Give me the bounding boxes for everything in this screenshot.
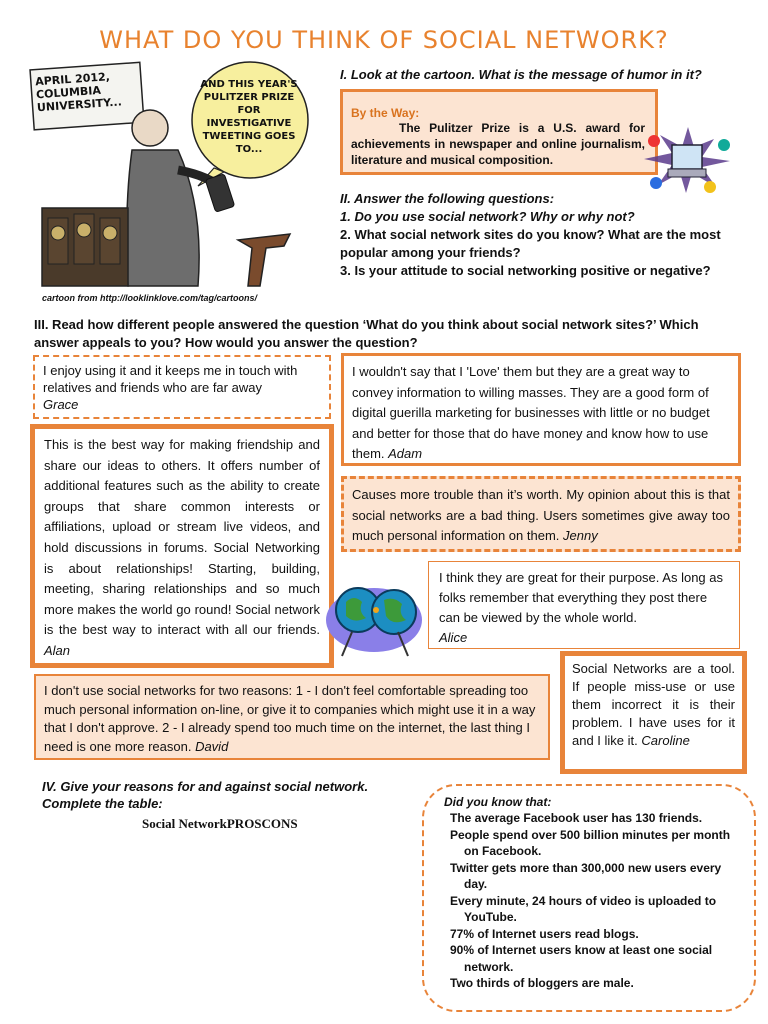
computer-clipart-icon bbox=[640, 125, 736, 195]
answer-adam-name: Adam bbox=[388, 446, 423, 461]
table-header-social-network: Social Network bbox=[142, 816, 227, 831]
section-4-subtitle: Complete the table: bbox=[42, 796, 163, 811]
answer-grace-text: I enjoy using it and it keeps me in touch with relatives and friends who are far away bbox=[43, 363, 298, 395]
answer-david-text: I don't use social networks for two reasons: 1 - I don't feel comfortable spreading too much personal information on-line, or give it to companies which might use it in a way that I don't approve. 2 - I already spend too much time on the internet, the last thing I need is one more reason. bbox=[44, 683, 536, 754]
did-you-know-box bbox=[422, 784, 756, 1012]
cartoon-sign-text: APRIL 2012, COLUMBIA UNIVERSITY... bbox=[34, 70, 123, 115]
answer-grace-name: Grace bbox=[43, 397, 79, 412]
list-item: People spend over 500 billion minutes per month bbox=[450, 827, 731, 842]
answer-alan-text: This is the best way for making friendship and share our ideas to others. It offers number of additional features such as the ability to create groups that share common interests or affiliations, upload or stream live videos, and hold discussions in forums. Social Networking is about relationships! Starting, building, meeting, sharing relationships and so much more makes the world go round! Social network is the best way to interact with all our friends. bbox=[44, 437, 320, 638]
answer-alan-name: Alan bbox=[44, 642, 71, 658]
answer-caroline bbox=[560, 651, 747, 774]
list-item: Twitter gets more than 300,000 new users every bbox=[450, 860, 722, 875]
did-you-know-heading: Did you know that: bbox=[444, 795, 552, 809]
cartoon-credit: cartoon from http://looklinklove.com/tag/cartoons/ bbox=[42, 293, 258, 303]
answer-alice-name: Alice bbox=[439, 630, 468, 645]
list-item: 77% of Internet users read blogs. bbox=[450, 926, 639, 941]
section-4-heading bbox=[42, 778, 422, 812]
question-3: 3. Is your attitude to social networking positive or negative? bbox=[340, 263, 711, 278]
question-2: 2. What social network sites do you know? What are the most popular among your friends? bbox=[340, 227, 721, 260]
answer-jenny-text: Causes more trouble than it’s worth. My opinion about this is that social networks are a bad thing. Users sometimes give away too much personal information on them. bbox=[352, 487, 730, 543]
section-2 bbox=[340, 190, 740, 280]
answer-caroline-name: Caroline bbox=[641, 733, 690, 748]
question-1: 1. Do you use social network? Why or why not? bbox=[340, 209, 635, 224]
list-item: Every minute, 24 hours of video is uploaded to bbox=[450, 893, 717, 908]
list-item: day. bbox=[464, 877, 488, 891]
section-2-heading: II. Answer the following questions: bbox=[340, 191, 555, 206]
by-the-way-box bbox=[340, 89, 658, 175]
did-you-know-list bbox=[444, 810, 740, 992]
answer-alice-text: I think they are great for their purpose. As long as folks remember that everything they post there can be viewed by the whole world. bbox=[439, 570, 723, 625]
table-header bbox=[142, 816, 298, 832]
list-item: on Facebook. bbox=[464, 844, 542, 858]
answer-adam-text: I wouldn't say that I 'Love' them but they are a great way to convey information to willing masses. They are a good form of digital guerilla marketing for businesses with little or no budget and better for those that do have money and know how to use them. bbox=[352, 364, 710, 461]
by-the-way-text: The Pulitzer Prize is a U.S. award for achievements in newspaper and online journalism, literature and musical composition. bbox=[351, 121, 645, 167]
answer-grace bbox=[33, 355, 331, 419]
list-item: The average Facebook user has 130 friends. bbox=[450, 811, 703, 825]
section-1-heading: I. Look at the cartoon. What is the message of humor in it? bbox=[340, 67, 702, 82]
by-the-way-label: By the Way: bbox=[351, 106, 420, 120]
answer-adam bbox=[341, 353, 741, 466]
section-4-title: IV. Give your reasons for and against social network. bbox=[42, 779, 369, 794]
globes-clipart-icon bbox=[322, 566, 426, 662]
answer-alice bbox=[428, 561, 740, 649]
list-item: YouTube. bbox=[464, 910, 517, 924]
list-item: 90% of Internet users know at least one social bbox=[450, 943, 713, 957]
page-title: WHAT DO YOU THINK OF SOCIAL NETWORK? bbox=[99, 26, 669, 54]
answer-david bbox=[34, 674, 550, 760]
list-item: Two thirds of bloggers are male. bbox=[450, 976, 634, 990]
answer-caroline-text: Social Networks are a tool. If people miss-use or use them incorrect it is their problem. I have uses for it and I like it. bbox=[572, 661, 735, 748]
section-3-heading: III. Read how different people answered the question ‘What do you think about social network sites?’ Which answer appeals to you? How would you answer the question? bbox=[34, 317, 699, 350]
answer-jenny-name: Jenny bbox=[563, 528, 598, 543]
cartoon-speech-text: AND THIS YEAR'S PULITZER PRIZE FOR INVESTIGATIVE TWEETING GOES TO... bbox=[200, 79, 298, 155]
table-header-cons: CONS bbox=[261, 816, 298, 831]
table-header-pros: PROS bbox=[226, 816, 262, 831]
answer-david-name: David bbox=[195, 738, 229, 754]
answer-alan bbox=[30, 424, 334, 668]
list-item: network. bbox=[464, 959, 514, 974]
answer-jenny bbox=[341, 476, 741, 552]
